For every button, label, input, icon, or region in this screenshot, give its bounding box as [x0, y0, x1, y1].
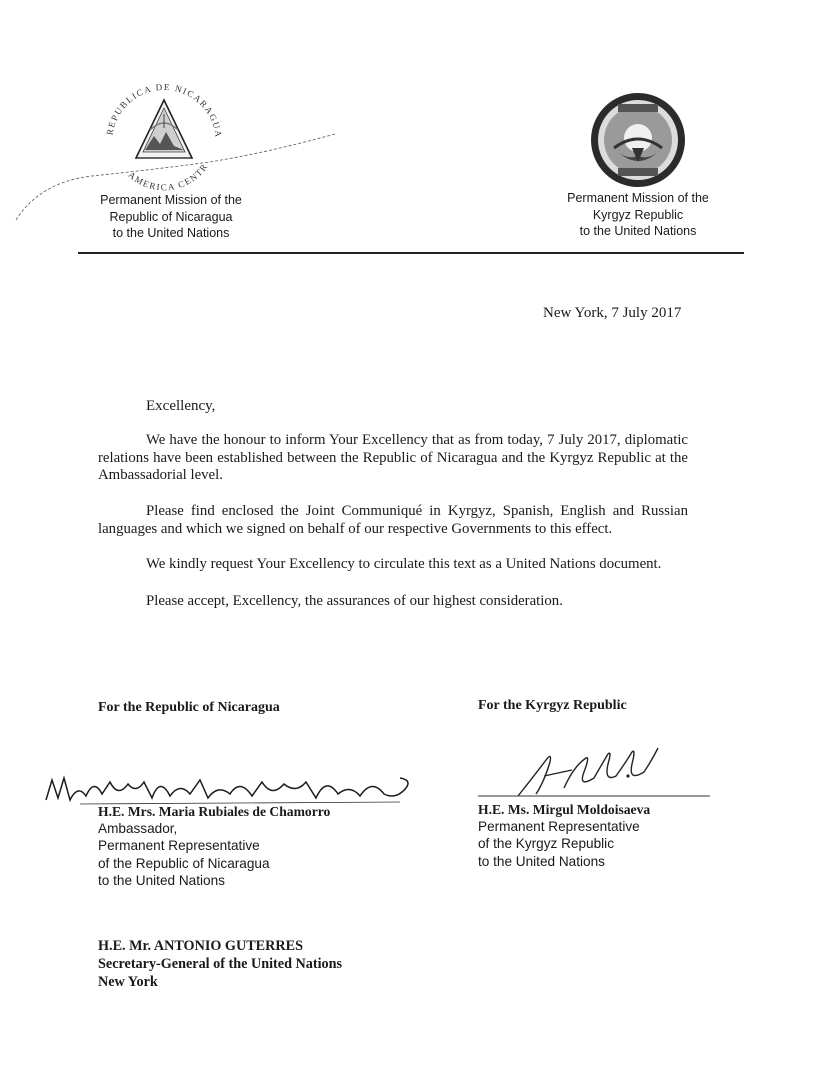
left-signatory-name: H.E. Mrs. Maria Rubiales de Chamorro: [98, 804, 331, 819]
right-signatory-name: H.E. Ms. Mirgul Moldoisaeva: [478, 802, 651, 817]
addressee-title: Secretary-General of the United Nations: [98, 955, 343, 972]
kyrgyz-state-emblem-icon: [588, 90, 688, 190]
header-divider: [78, 252, 744, 254]
addressee-name: H.E. Mr. ANTONIO GUTERRES: [98, 938, 303, 954]
body-paragraph-1: We have the honour to inform Your Excellency that as from today, 7 July 2017, diplomatic relations have been established between the Republic of Nicaragua and the Kyrgyz Republic at the Ambassadorial level.: [98, 432, 688, 484]
right-mission-header: Permanent Mission of the Kyrgyz Republic to the United Nations: [567, 191, 709, 238]
addressee-city: New York: [98, 973, 158, 990]
addressee-block: [98, 938, 342, 991]
svg-text:REPUBLICA DE NICARAGUA: REPUBLICA DE NICARAGUA: [104, 81, 224, 139]
left-signature-heading: For the Republic of Nicaragua: [98, 700, 280, 715]
left-mission-header: Permanent Mission of the Republic of Nicaragua to the United Nations: [100, 193, 242, 240]
body-paragraph-3: We kindly request Your Excellency to circulate this text as a United Nations document.: [146, 556, 662, 572]
left-signatory-block: H.E. Mrs. Maria Rubiales de Chamorro Ambassador, Permanent Representative of the Republic of Nicaragua to the United Nations: [98, 804, 331, 888]
right-signature-heading: For the Kyrgyz Republic: [478, 698, 627, 713]
right-signatory-block: H.E. Ms. Mirgul Moldoisaeva Permanent Representative of the Kyrgyz Republic to the United Nations: [478, 802, 651, 869]
right-handwritten-signature: [478, 738, 714, 800]
body-paragraph-4: Please accept, Excellency, the assurances of our highest consideration.: [146, 593, 563, 609]
svg-text:AMERICA CENTRAL: AMERICA CENTR: [126, 161, 210, 193]
body-paragraph-2: Please find enclosed the Joint Communiqué in Kyrgyz, Spanish, English and Russian languages and which we signed on behalf of our respective Governments to this effect.: [98, 503, 688, 537]
salutation: Excellency,: [146, 398, 216, 414]
letter-date: New York, 7 July 2017: [543, 305, 682, 321]
